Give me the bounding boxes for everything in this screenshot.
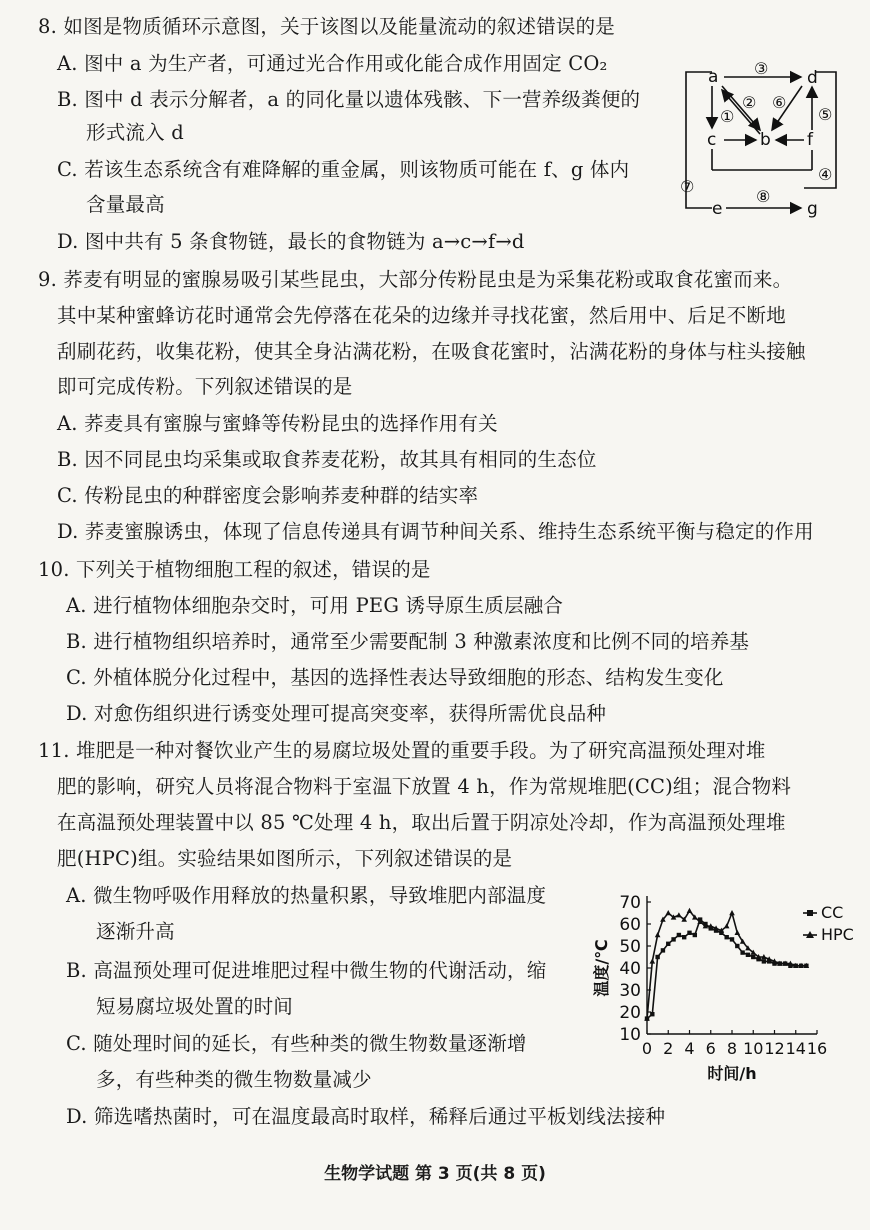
q9-stem-line2: 其中某种蜜蜂访花时通常会先停落在花朵的边缘并寻找花蜜，然后用中、后足不断地 <box>57 304 786 327</box>
y-tick-label: 70 <box>619 893 641 913</box>
y-tick-label: 50 <box>619 937 641 957</box>
data-point-cc <box>661 948 665 952</box>
arrow-label-5: ⑤ <box>818 105 833 124</box>
data-point-hpc <box>687 908 693 913</box>
y-tick-label: 20 <box>619 1003 641 1023</box>
x-tick-label: 14 <box>785 1039 806 1058</box>
data-point-hpc <box>655 932 661 937</box>
y-tick-label: 40 <box>619 959 641 979</box>
q11-option-b-line1: B. 高温预处理可促进堆肥过程中微生物的代谢活动，缩 <box>66 959 547 982</box>
node-f: f <box>807 130 813 150</box>
q8-option-b-line1: B. 图中 d 表示分解者，a 的同化量以遗体残骸、下一营养级粪便的 <box>57 88 641 111</box>
q11-stem-line3: 在高温预处理装置中以 85 ℃处理 4 h，取出后置于阴凉处冷却，作为高温预处理堆 <box>57 811 786 834</box>
data-point-cc <box>762 959 766 963</box>
q9-option-c: C. 传粉昆虫的种群密度会影响荞麦种群的结实率 <box>57 484 479 507</box>
node-d: d <box>807 68 818 88</box>
y-axis-label: 温度/℃ <box>592 939 611 997</box>
arrow-label-2: ② <box>742 93 757 112</box>
data-point-cc <box>730 937 734 941</box>
x-tick-label: 6 <box>705 1039 716 1058</box>
q11-stem-line2: 肥的影响，研究人员将混合物料于室温下放置 4 h，作为常规堆肥(CC)组；混合物料 <box>57 775 792 798</box>
q11-stem-line4: 肥(HPC)组。实验结果如图所示，下列叙述错误的是 <box>57 847 513 870</box>
data-point-hpc <box>650 958 656 963</box>
data-point-cc <box>693 933 697 937</box>
node-b: b <box>760 130 771 150</box>
arrow-label-4: ④ <box>818 165 833 184</box>
y-tick-label: 60 <box>619 915 641 935</box>
legend-label-cc: CC <box>821 903 844 922</box>
q11-option-b-line2: 短易腐垃圾处置的时间 <box>96 995 294 1018</box>
data-point-cc <box>724 935 728 939</box>
material-cycle-diagram <box>676 52 846 234</box>
x-tick-label: 16 <box>806 1039 828 1058</box>
q8-option-c-line2: 含量最高 <box>86 193 165 216</box>
series-line-cc <box>647 920 806 1019</box>
q9-stem-line1: 9. 荞麦有明显的蜜腺易吸引某些昆虫，大部分传粉昆虫是为采集花粉或取食花蜜而来。 <box>38 268 793 291</box>
q9-stem-line4: 即可完成传粉。下列叙述错误的是 <box>57 375 353 398</box>
node-a: a <box>708 67 719 87</box>
data-point-cc <box>740 950 744 954</box>
q10-option-a: A. 进行植物体细胞杂交时，可用 PEG 诱导原生质层融合 <box>66 594 564 617</box>
data-point-hpc <box>665 910 671 915</box>
data-point-cc <box>746 953 750 957</box>
x-tick-label: 0 <box>641 1039 653 1058</box>
q9-option-b: B. 因不同昆虫均采集或取食荞麦花粉，故其具有相同的生态位 <box>57 448 597 471</box>
x-tick-label: 4 <box>684 1039 695 1058</box>
x-tick-label: 10 <box>743 1039 764 1058</box>
node-g: g <box>807 199 818 219</box>
q8-option-d: D. 图中共有 5 条食物链，最长的食物链为 a→c→f→d <box>57 230 525 253</box>
q10-option-d: D. 对愈伤组织进行诱变处理可提高突变率，获得所需优良品种 <box>66 702 607 725</box>
q8-option-b-line2: 形式流入 d <box>86 121 184 144</box>
q11-option-a-line1: A. 微生物呼吸作用释放的热量积累，导致堆肥内部温度 <box>66 884 547 907</box>
q9-option-a: A. 荞麦具有蜜腺与蜜蜂等传粉昆虫的选择作用有关 <box>57 412 498 435</box>
q11-option-c-line1: C. 随处理时间的延长，有些种类的微生物数量逐渐增 <box>66 1032 527 1055</box>
y-tick-label: 10 <box>619 1025 641 1045</box>
data-point-cc <box>682 935 686 939</box>
temperature-chart <box>585 882 855 1094</box>
data-point-cc <box>655 955 659 959</box>
x-tick-label: 12 <box>764 1039 785 1058</box>
data-point-hpc <box>735 930 741 935</box>
data-point-cc <box>751 955 755 959</box>
data-point-cc <box>735 944 739 948</box>
data-point-cc <box>687 931 691 935</box>
x-tick-label: 2 <box>663 1039 674 1058</box>
data-point-cc <box>650 1012 654 1016</box>
data-point-cc <box>666 942 670 946</box>
data-point-cc <box>671 937 675 941</box>
legend-marker-cc <box>807 910 813 916</box>
q11-option-c-line2: 多，有些种类的微生物数量减少 <box>96 1068 372 1091</box>
node-e: e <box>712 199 723 219</box>
q11-option-d: D. 筛选嗜热菌时，可在温度最高时取样，稀释后通过平板划线法接种 <box>66 1105 666 1128</box>
legend-label-hpc: HPC <box>821 925 854 944</box>
page-footer: 生物学试题 第 3 页(共 8 页) <box>324 1164 546 1184</box>
x-axis-label: 时间/h <box>707 1064 757 1083</box>
q11-stem-line1: 11. 堆肥是一种对餐饮业产生的易腐垃圾处置的重要手段。为了研究高温预处理对堆 <box>38 739 766 762</box>
q8-option-c-line1: C. 若该生态系统含有难降解的重金属，则该物质可能在 f、g 体内 <box>57 158 630 181</box>
arrow-label-3: ③ <box>754 59 769 78</box>
y-tick-label: 30 <box>619 981 641 1001</box>
q11-option-a-line2: 逐渐升高 <box>96 920 175 943</box>
node-c: c <box>707 130 717 150</box>
q9-stem-line3: 刮刷花药，收集花粉，使其全身沾满花粉，在吸食花蜜时，沾满花粉的身体与柱头接触 <box>57 340 806 363</box>
arrow-label-8: ⑧ <box>756 187 771 206</box>
q10-option-b: B. 进行植物组织培养时，通常至少需要配制 3 种激素浓度和比例不同的培养基 <box>66 630 750 653</box>
x-tick-label: 8 <box>726 1039 738 1058</box>
q8-stem: 8. 如图是物质循环示意图，关于该图以及能量流动的叙述错误的是 <box>38 15 616 38</box>
arrow-label-6: ⑥ <box>772 93 787 112</box>
data-point-hpc <box>729 910 735 915</box>
data-point-hpc <box>724 923 730 928</box>
data-point-cc <box>677 933 681 937</box>
q8-option-a: A. 图中 a 为生产者，可通过光合作用或化能合成作用固定 CO₂ <box>57 52 608 75</box>
arrow-label-7: ⑦ <box>680 177 695 196</box>
q10-stem: 10. 下列关于植物细胞工程的叙述，错误的是 <box>38 558 431 581</box>
q9-option-d: D. 荞麦蜜腺诱虫，体现了信息传递具有调节种间关系、维持生态系统平衡与稳定的作用 <box>57 520 814 543</box>
q10-option-c: C. 外植体脱分化过程中，基因的选择性表达导致细胞的形态、结构发生变化 <box>66 666 724 689</box>
data-point-hpc <box>676 912 682 917</box>
arrow-label-1: ① <box>720 107 735 126</box>
